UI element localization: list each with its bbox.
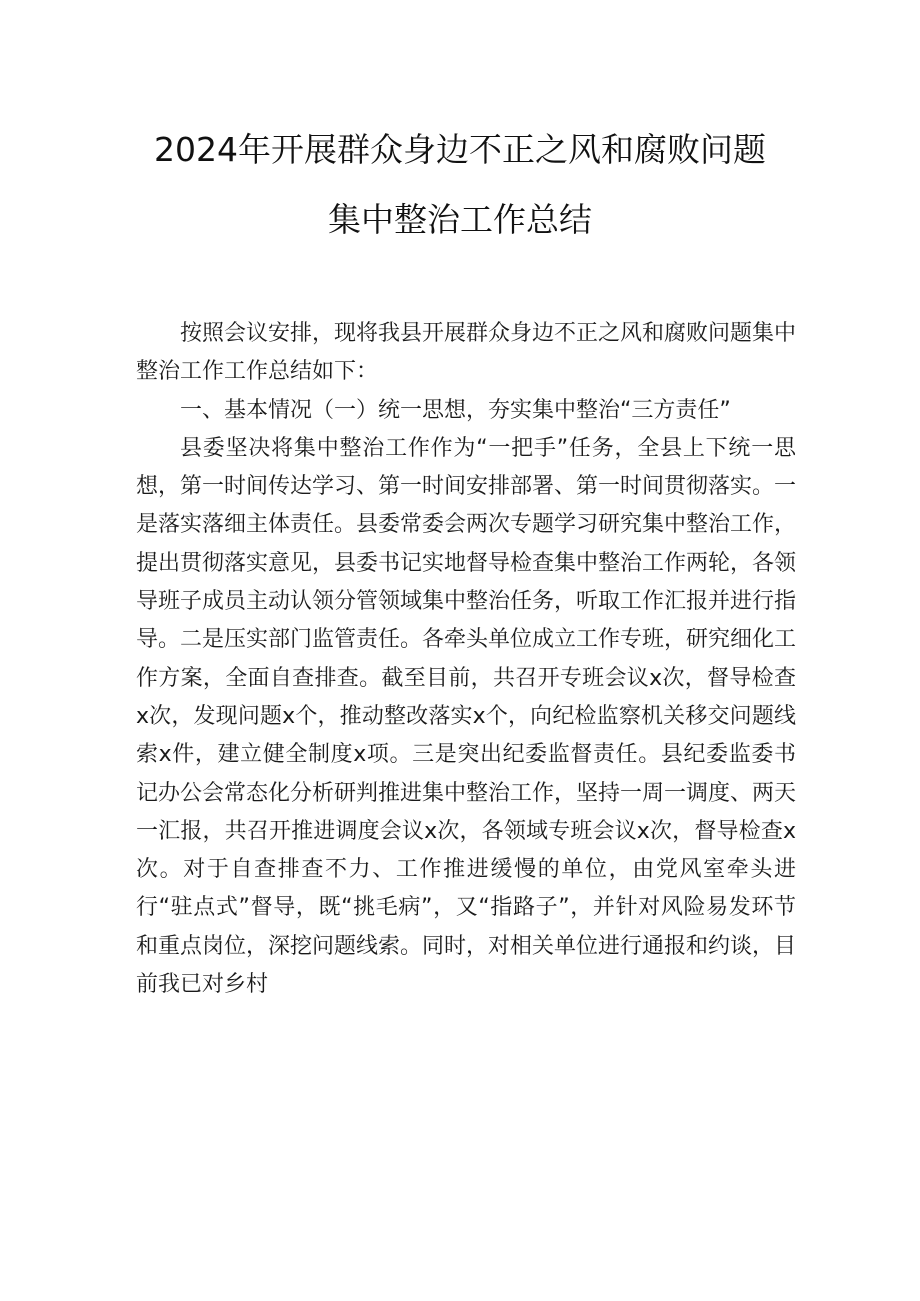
document-title-line-2: 集中整治工作总结 (328, 200, 592, 239)
body-paragraph: 县委坚决将集中整治工作作为“一把手”任务，全县上下统一思想，第一时间传达学习、第一时间安排部署、第一时间贯彻落实。一是落实落细主体责任。县委常委会两次专题学习研究集中整治工作，提出贯彻落实意见，县委书记实地督导检查集中整治工作两轮，各领导班子成员主动认领分管领域集中整治任务，听取工作汇报并进行指导。二是压实部门监管责任。各牵头单位成立工作专班，研究细化工作方案，全面自查排查。截至目前，共召开专班会议x次，督导检查x次，发现问题x个，推动整改落实x个，向纪检监察机关移交问题线索x件，建立健全制度x项。三是突出纪委监督责任。县纪委监委书记办公会常态化分析研判推进集中整治工作，坚持一周一调度、两天一汇报，共召开推进调度会议x次，各领域专班会议x次，督导检查x次。对于自查排查不力、工作推进缓慢的单位，由党风室牵头进行“驻点式”督导，既“挑毛病”，又“指路子”，并针对风险易发环节和重点岗位，深挖问题线索。同时，对相关单位进行通报和约谈，目前我已对乡村 (136, 435, 797, 998)
document-title-line-1: 2024年开展群众身边不正之风和腐败问题 (154, 130, 766, 169)
section-heading-paragraph: 一、基本情况（一）统一思想，夯实集中整治“三方责任” (180, 397, 731, 423)
intro-paragraph: 按照会议安排，现将我县开展群众身边不正之风和腐败问题集中整治工作工作总结如下： (136, 321, 797, 385)
document-body (136, 315, 796, 1004)
